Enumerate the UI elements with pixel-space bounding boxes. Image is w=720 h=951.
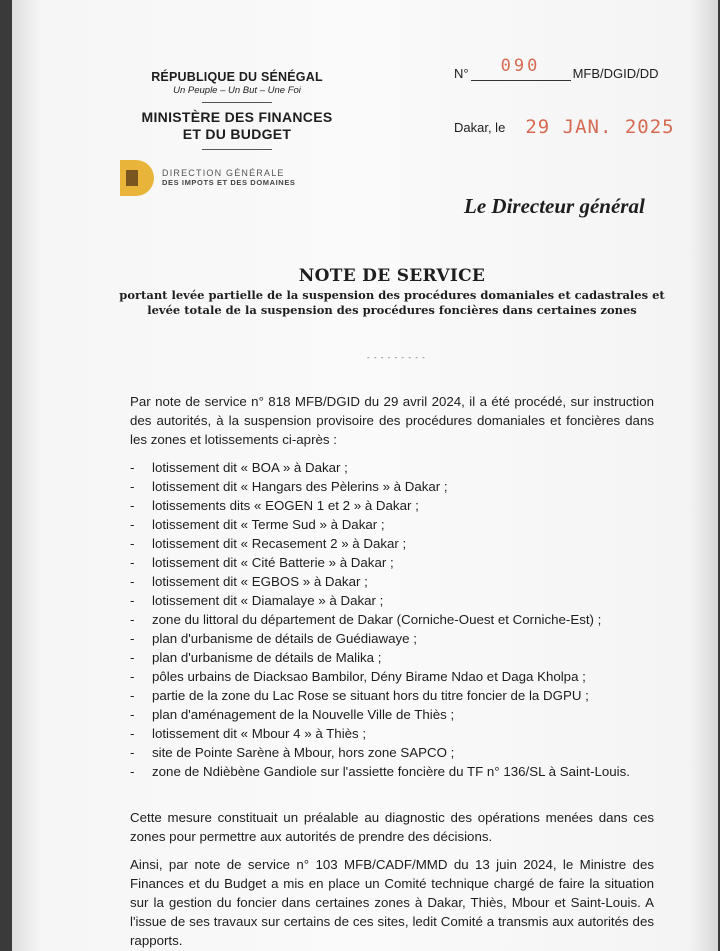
document-title <box>112 266 672 318</box>
paragraph-2: Cette mesure constituait un préalable au diagnostic des opérations menées dans ces zones pour permettre aux autorités de prendre des décisions. <box>130 810 654 844</box>
list-item: - lotissement dit « Recasement 2 » à Dakar ; <box>130 534 654 553</box>
list-item: - plan d'aménagement de la Nouvelle Ville de Thiès ; <box>130 705 654 724</box>
republic-name: RÉPUBLIQUE DU SÉNÉGAL <box>151 70 323 84</box>
ref-suffix: MFB/DGID/DD <box>572 66 659 81</box>
paragraph-3: Ainsi, par note de service n° 103 MFB/CADF/MMD du 13 juin 2024, le Ministre des Finances et du Budget a mis en place un Comité technique chargé de faire la situation sur la gestion du foncier dans certaines zones à Dakar, Thiès, Mbour et Saint-Louis. A l'issue de ses travaux sur certains de ces sites, ledit Comité a transmis aux autorités des rapports. <box>130 857 654 948</box>
list-item: - lotissement dit « Cité Batterie » à Dakar ; <box>130 553 654 572</box>
list-item: - zone du littoral du département de Dakar (Corniche-Ouest et Corniche-Est) ; <box>130 610 654 629</box>
dgid-logo <box>120 160 296 196</box>
zones-list <box>130 458 654 781</box>
list-item: - pôles urbains de Diacksao Bambilor, Dény Birame Ndao et Daga Kholpa ; <box>130 667 654 686</box>
list-item: - partie de la zone du Lac Rose se situant hors du titre foncier de la DGPU ; <box>130 686 654 705</box>
separator: - - - - - - - - - <box>367 353 426 362</box>
dept-name-2: DES IMPOTS ET DES DOMAINES <box>162 178 296 187</box>
letterhead <box>112 70 362 156</box>
dgid-logo-icon <box>120 160 154 196</box>
list-item: - lotissement dit « Diamalaye » à Dakar ; <box>130 591 654 610</box>
reference-number <box>454 56 659 81</box>
date-prefix: Dakar, le <box>454 119 506 135</box>
list-item: - plan d'urbanisme de détails de Guédiawaye ; <box>130 629 654 648</box>
date-stamp: 29 JAN. 2025 <box>525 116 675 138</box>
ref-number-stamp: 090 <box>500 56 541 76</box>
national-motto: Un Peuple – Un But – Une Foi <box>173 85 301 96</box>
dept-name-1: DIRECTION GÉNÉRALE <box>162 168 285 178</box>
divider <box>202 149 272 150</box>
list-item: - lotissement dit « Mbour 4 » à Thiès ; <box>130 724 654 743</box>
list-item: - lotissement dit « BOA » à Dakar ; <box>130 458 654 477</box>
ministry-name-1: MINISTÈRE DES FINANCES <box>141 109 333 125</box>
intro-paragraph: Par note de service n° 818 MFB/DGID du 29 avril 2024, il a été procédé, sur instruction des autorités, à la suspension provisoire des procédures domaniales et foncières dans les zones et lotissements ci-après : <box>130 394 654 447</box>
list-item: - lotissement dit « Terme Sud » à Dakar ; <box>130 515 654 534</box>
ref-prefix: N° <box>454 66 469 81</box>
title-heading: NOTE DE SERVICE <box>298 266 486 286</box>
list-item: - site de Pointe Sarène à Mbour, hors zone SAPCO ; <box>130 743 654 762</box>
signatory: Le Directeur général <box>464 194 645 218</box>
document-page <box>12 0 718 951</box>
ministry-name-2: ET DU BUDGET <box>182 126 292 142</box>
date-line <box>454 116 675 138</box>
divider <box>202 102 272 103</box>
list-item: - zone de Ndièbène Gandiole sur l'assiette foncière du TF n° 136/SL à Saint-Louis. <box>130 762 654 781</box>
list-item: - plan d'urbanisme de détails de Malika ; <box>130 648 654 667</box>
list-item: - lotissement dit « EGBOS » à Dakar ; <box>130 572 654 591</box>
list-item: - lotissements dits « EOGEN 1 et 2 » à Dakar ; <box>130 496 654 515</box>
list-item: - lotissement dit « Hangars des Pèlerins » à Dakar ; <box>130 477 654 496</box>
title-subtitle: portant levée partielle de la suspension des procédures domaniales et cadastrales et levée totale de la suspension des procédures foncières dans certaines zones <box>119 288 665 317</box>
